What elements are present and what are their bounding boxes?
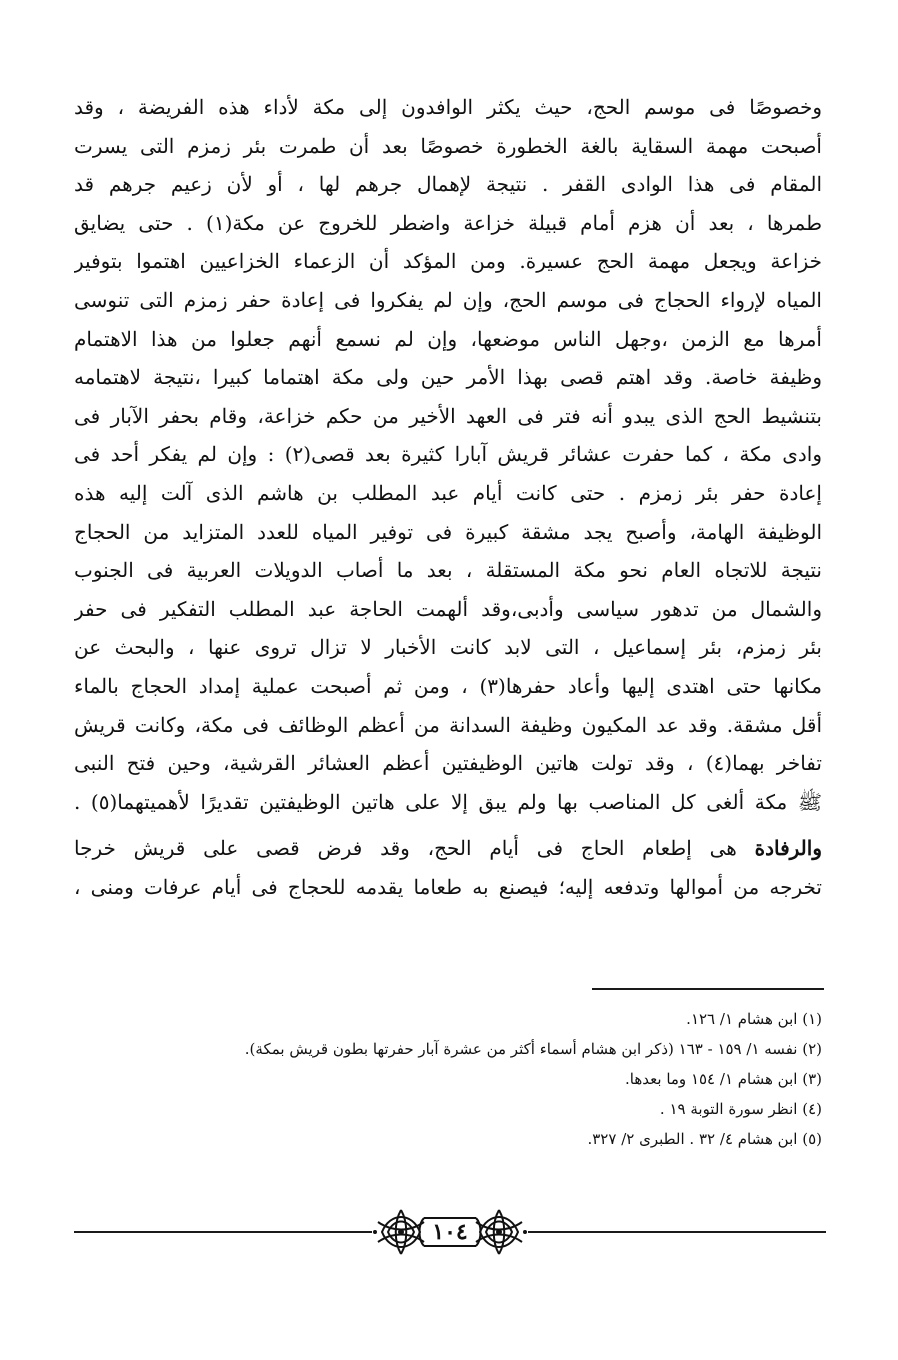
page-number-ornament <box>372 1204 528 1260</box>
text-line: بئر زمزم، بئر إسماعيل ، التى لابد كانت الأخبار لا تزال تروى عنها ، والبحث عن <box>74 635 822 660</box>
text-line: وخصوصًا فى موسم الحج، حيث يكثر الوافدون إلى مكة لأداء هذه الفريضة ، وقد <box>74 95 822 119</box>
text-line: المقام فى هذا الوادى القفر . نتيجة لإهمال جرهم لها ، أو لأن زعيم جرهم قد <box>74 172 822 197</box>
footnotes <box>160 1004 822 1154</box>
text-line: تخرجه من أموالها وتدفعه إليه؛ فيصنع به طعاما يقدمه للحجاج فى أيام عرفات ومنى ، <box>74 874 822 899</box>
text-line <box>74 829 822 868</box>
text-span: هى إطعام الحاج فى أيام الحج، وقد فرض قصى على قريش خرجا <box>74 836 755 861</box>
text-line: وادى مكة ، كما حفرت عشائر قريش آبارا كثيرة بعد قصى(٢) : وإن لم يفكر أحد فى <box>74 442 822 467</box>
bold-term: والرفادة <box>754 836 822 861</box>
text-line: نتيجة للاتجاه العام نحو مكة المستقلة ، بعد ما أصاب الدويلات العربية فى الجنوب <box>74 558 822 583</box>
text-line: تفاخر بهما(٤) ، وقد تولت هاتين الوظيفتين أعظم العشائر القرشية، وحين فتح النبى <box>74 751 822 776</box>
text-line: إعادة حفر بئر زمزم . حتى كانت أيام عبد المطلب بن هاشم الذى آلت إليه هذه <box>74 480 822 505</box>
page-footer <box>74 1204 826 1260</box>
footnote: (١) ابن هشام ١/ ١٢٦. <box>686 1010 822 1028</box>
page-number: ١٠٤ <box>432 1219 468 1245</box>
footer-rule-right <box>528 1231 826 1233</box>
text-line: مكانها حتى اهتدى إليها وأعاد حفرها(٣) ، ومن ثم أصبحت عملية إمداد الحجاج بالماء <box>74 673 822 698</box>
footnote: (٢) نفسه ١/ ١٥٩ - ١٦٣ (ذكر ابن هشام أسماء أكثر من عشرة آبار حفرتها بطون قريش بمكة). <box>244 1040 822 1058</box>
footnote: (٤) انظر سورة التوبة ١٩ . <box>659 1100 822 1118</box>
text-line: أقل مشقة. وقد عد المكيون وظيفة السدانة من أعظم الوظائف فى مكة، وكانت قريش <box>74 712 822 737</box>
main-text <box>74 88 822 906</box>
text-line: خزاعة ويجعل مهمة الحج عسيرة. ومن المؤكد أن الزعماء الخزاعيين اهتموا بتوفير <box>74 249 822 274</box>
footer-rule-left <box>74 1231 372 1233</box>
footnote: (٣) ابن هشام ١/ ١٥٤ وما بعدها. <box>625 1070 822 1088</box>
text-line: أصبحت مهمة السقاية بالغة الخطورة خصوصًا بعد أن طمرت بئر زمزم التى يسرت <box>74 133 822 158</box>
text-line: الوظيفة الهامة، وأصبح يجد مشقة كبيرة فى توفير المياه للعدد المتزايد من الحجاج <box>74 519 822 544</box>
text-line: ﷺ مكة ألغى كل المناصب بها ولم يبق إلا على هاتين الوظيفتين تقديرًا لأهميتهما(٥) . <box>74 789 822 814</box>
footnote-separator <box>592 988 824 990</box>
text-line: بتنشيط الحج الذى يبدو أنه فتر فى العهد الأخير من حكم خزاعة، وقام بحفر الآبار فى <box>74 403 822 428</box>
text-line: أمرها مع الزمن ،وجهل الناس موضعها، وإن لم نسمع أنهم جعلوا من هذا الاهتمام <box>74 326 822 351</box>
text-line: والشمال من تدهور سياسى وأدبى،وقد ألهمت الحاجة عبد المطلب التفكير فى حفر <box>74 596 822 621</box>
footnote: (٥) ابن هشام ٤/ ٣٢ . الطبرى ٢/ ٣٢٧. <box>587 1130 822 1148</box>
text-line: وظيفة خاصة. وقد اهتم قصى بهذا الأمر حين ولى مكة اهتماما كبيرا ،نتيجة لاهتمامه <box>74 365 822 390</box>
text-line: المياه لإرواء الحجاج فى موسم الحج، وإن لم يفكروا فى إعادة حفر زمزم التى تنوسى <box>74 287 822 312</box>
text-line: طمرها ، بعد أن هزم أمام قبيلة خزاعة واضطر للخروج عن مكة(١) . حتى يضايق <box>74 210 822 235</box>
